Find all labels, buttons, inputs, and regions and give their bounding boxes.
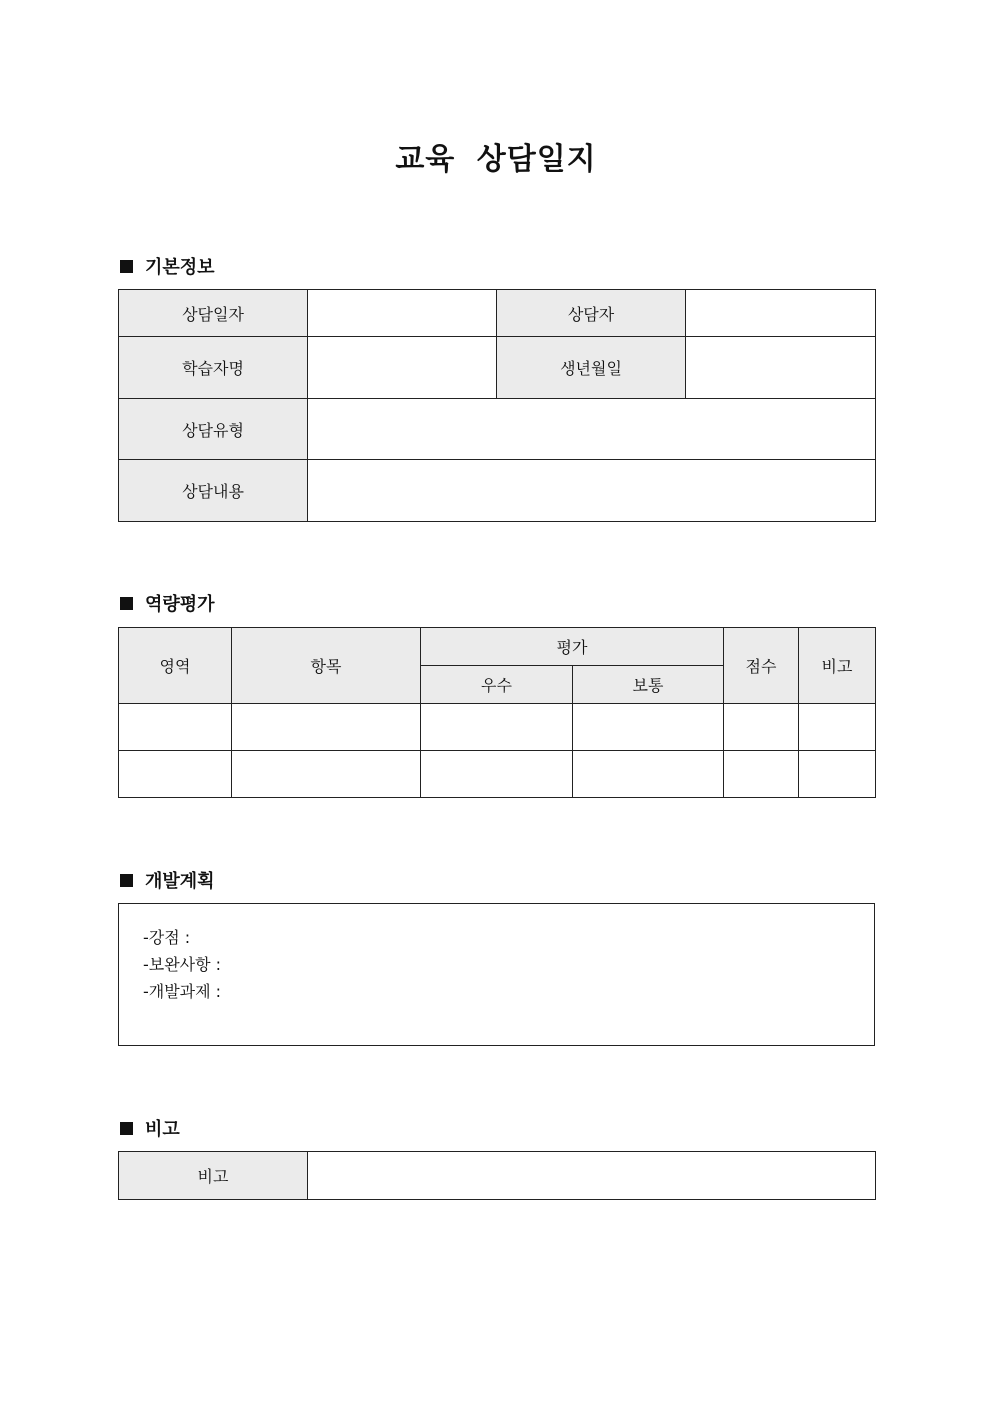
label-counsel-date: 상담일자	[119, 290, 308, 337]
development-plan-box[interactable]	[118, 903, 875, 1046]
square-bullet-icon	[120, 874, 133, 887]
section-heading-basic-label: 기본정보	[145, 257, 215, 278]
header-evaluation: 평가	[421, 628, 724, 666]
table-row	[119, 704, 876, 751]
field-remarks[interactable]	[308, 1152, 876, 1200]
cell-average[interactable]	[573, 704, 724, 751]
header-average: 보통	[573, 666, 724, 704]
cell-score[interactable]	[724, 751, 799, 798]
field-birth-date[interactable]	[686, 337, 876, 399]
section-heading-competency	[120, 590, 215, 616]
plan-lines	[143, 924, 221, 1005]
section-heading-remarks-label: 비고	[145, 1119, 180, 1140]
square-bullet-icon	[120, 1122, 133, 1135]
section-heading-remarks	[120, 1115, 180, 1141]
cell-excellent[interactable]	[421, 704, 573, 751]
cell-excellent[interactable]	[421, 751, 573, 798]
section-heading-competency-label: 역량평가	[145, 594, 215, 615]
cell-average[interactable]	[573, 751, 724, 798]
section-heading-basic	[120, 253, 215, 279]
competency-table	[118, 627, 876, 798]
basic-info-table	[118, 289, 876, 522]
label-birth-date: 생년월일	[497, 337, 686, 399]
label-counsel-content: 상담내용	[119, 460, 308, 522]
plan-line-improvements: -보완사항 :	[143, 955, 222, 974]
header-score: 점수	[724, 628, 799, 704]
cell-remarks[interactable]	[799, 751, 876, 798]
page-title: 교육 상담일지	[395, 142, 597, 177]
plan-line-strengths: -강점 :	[143, 928, 191, 947]
field-counselor[interactable]	[686, 290, 876, 337]
plan-line-tasks: -개발과제 :	[143, 982, 222, 1001]
cell-area[interactable]	[119, 751, 232, 798]
table-row	[119, 751, 876, 798]
cell-item[interactable]	[232, 751, 421, 798]
section-heading-plan-label: 개발계획	[145, 871, 215, 892]
header-item: 항목	[232, 628, 421, 704]
label-counsel-type: 상담유형	[119, 399, 308, 460]
header-excellent: 우수	[421, 666, 573, 704]
field-counsel-date[interactable]	[308, 290, 497, 337]
cell-item[interactable]	[232, 704, 421, 751]
field-learner-name[interactable]	[308, 337, 497, 399]
field-counsel-type[interactable]	[308, 399, 876, 460]
remarks-table	[118, 1151, 876, 1200]
label-learner-name: 학습자명	[119, 337, 308, 399]
section-heading-plan	[120, 867, 215, 893]
field-counsel-content[interactable]	[308, 460, 876, 522]
cell-remarks[interactable]	[799, 704, 876, 751]
square-bullet-icon	[120, 260, 133, 273]
label-counselor: 상담자	[497, 290, 686, 337]
square-bullet-icon	[120, 597, 133, 610]
cell-score[interactable]	[724, 704, 799, 751]
header-remarks: 비고	[799, 628, 876, 704]
header-area: 영역	[119, 628, 232, 704]
cell-area[interactable]	[119, 704, 232, 751]
label-remarks: 비고	[119, 1152, 308, 1200]
